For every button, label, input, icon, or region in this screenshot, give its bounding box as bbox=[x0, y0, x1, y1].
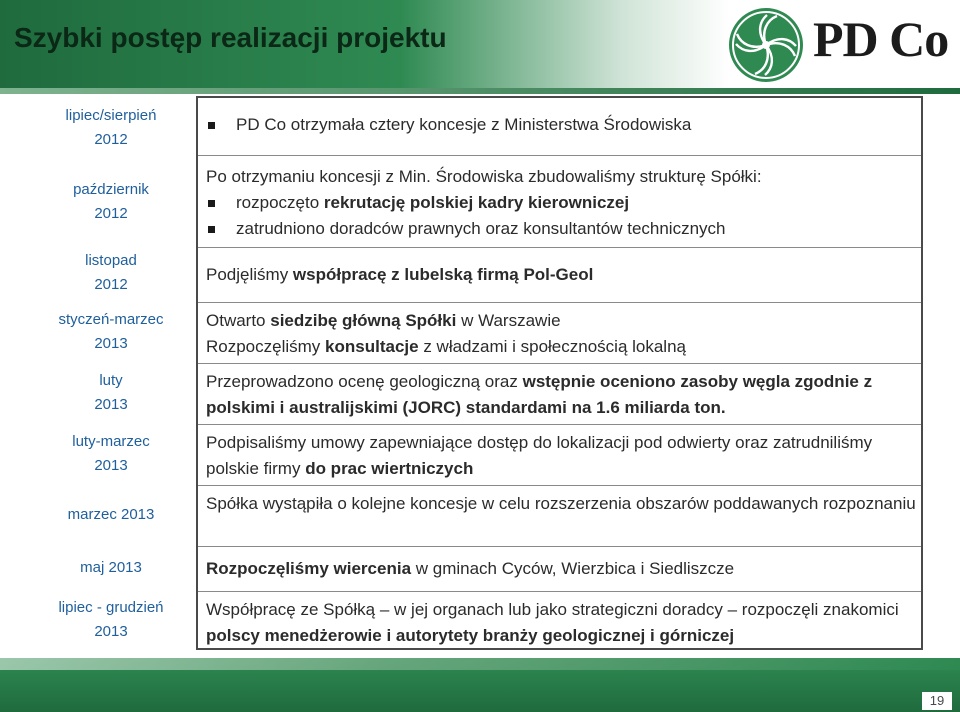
timeline-date: luty bbox=[99, 371, 123, 389]
timeline-year: 2012 bbox=[94, 276, 128, 293]
timeline-item bbox=[26, 484, 196, 545]
milestone-text: PD Co otrzymała cztery koncesje z Ministerstwa Środowiska bbox=[236, 115, 692, 134]
timeline-date: styczeń-marzec bbox=[58, 310, 164, 328]
slide-footer bbox=[0, 658, 960, 712]
milestone-text: rozpoczęto rekrutację polskiej kadry kierowniczej bbox=[236, 193, 630, 212]
footer-highlight bbox=[0, 658, 960, 670]
timeline-item bbox=[26, 159, 196, 245]
slide-title: Szybki postęp realizacji projektu bbox=[14, 22, 447, 53]
timeline-item bbox=[26, 590, 196, 650]
square-bullet-icon bbox=[208, 122, 215, 129]
timeline-date: maj 2013 bbox=[80, 558, 142, 576]
timeline-year: 2013 bbox=[94, 395, 128, 413]
timeline-item bbox=[26, 545, 196, 590]
timeline-column bbox=[26, 96, 196, 650]
milestone-text: Rozpoczęliśmy konsultacje z władzami i społecznością lokalną bbox=[206, 337, 686, 356]
milestone-row bbox=[198, 303, 921, 364]
timeline-item bbox=[26, 423, 196, 484]
logo-text: PD Co bbox=[813, 11, 949, 67]
timeline-date: luty-marzec bbox=[72, 432, 150, 450]
timeline-year: 2012 bbox=[94, 205, 128, 222]
timeline-item bbox=[26, 301, 196, 362]
timeline-date: lipiec - grudzień bbox=[58, 599, 164, 616]
milestone-row: Przeprowadzono ocenę geologiczną oraz wstępnie oceniono zasoby węgla zgodnie z polskimi i australijskimi (JORC) standardami na 1.6 miliarda ton. bbox=[198, 364, 921, 425]
bullet-item bbox=[206, 112, 921, 138]
page-number: 19 bbox=[922, 692, 952, 710]
milestone-row bbox=[198, 156, 921, 248]
square-bullet-icon bbox=[208, 226, 215, 233]
timeline-date: październik bbox=[73, 181, 149, 198]
company-logo bbox=[725, 2, 960, 88]
square-bullet-icon bbox=[208, 200, 215, 207]
bullet-item bbox=[206, 216, 921, 242]
header-rule bbox=[0, 88, 960, 94]
milestone-row: Podjęliśmy współpracę z lubelską firmą Pol-Geol bbox=[198, 248, 921, 303]
milestone-row: Spółka wystąpiła o kolejne koncesje w celu rozszerzenia obszarów poddawanych rozpoznaniu bbox=[198, 486, 921, 547]
milestone-text: Po otrzymaniu koncesji z Min. Środowiska zbudowaliśmy strukturę Spółki: bbox=[206, 167, 762, 186]
timeline-date: lipiec/sierpień bbox=[65, 106, 157, 124]
timeline-year: 2013 bbox=[94, 334, 128, 352]
timeline-item bbox=[26, 245, 196, 301]
timeline-year: 2013 bbox=[94, 623, 128, 640]
timeline-date: listopad bbox=[85, 252, 137, 269]
milestone-text: zatrudniono doradców prawnych oraz konsultantów technicznych bbox=[236, 219, 726, 238]
timeline-item bbox=[26, 362, 196, 423]
milestones-table bbox=[196, 96, 923, 650]
milestone-text: Otwarto siedzibę główną Spółki w Warszawie bbox=[206, 311, 561, 330]
timeline-year: 2012 bbox=[94, 130, 128, 148]
bullet-item bbox=[206, 190, 921, 216]
slide-header bbox=[0, 0, 960, 96]
milestone-row: Współpracę ze Spółką – w jej organach lub jako strategiczni doradcy – rozpoczęli znakomici polscy menedżerowie i autorytety branży geologicznej i górniczej bbox=[206, 600, 899, 645]
pdco-logo-icon bbox=[727, 6, 805, 84]
timeline-year: 2013 bbox=[94, 456, 128, 474]
milestone-row: Rozpoczęliśmy wiercenia w gminach Cyców, Wierzbica i Siedliszcze bbox=[198, 547, 921, 592]
milestone-row: Podpisaliśmy umowy zapewniające dostęp do lokalizacji pod odwierty oraz zatrudniliśmy polskie firmy do prac wiertniczych bbox=[198, 425, 921, 486]
timeline-item bbox=[26, 96, 196, 159]
timeline-date: marzec 2013 bbox=[67, 505, 155, 523]
milestone-row bbox=[198, 98, 921, 156]
